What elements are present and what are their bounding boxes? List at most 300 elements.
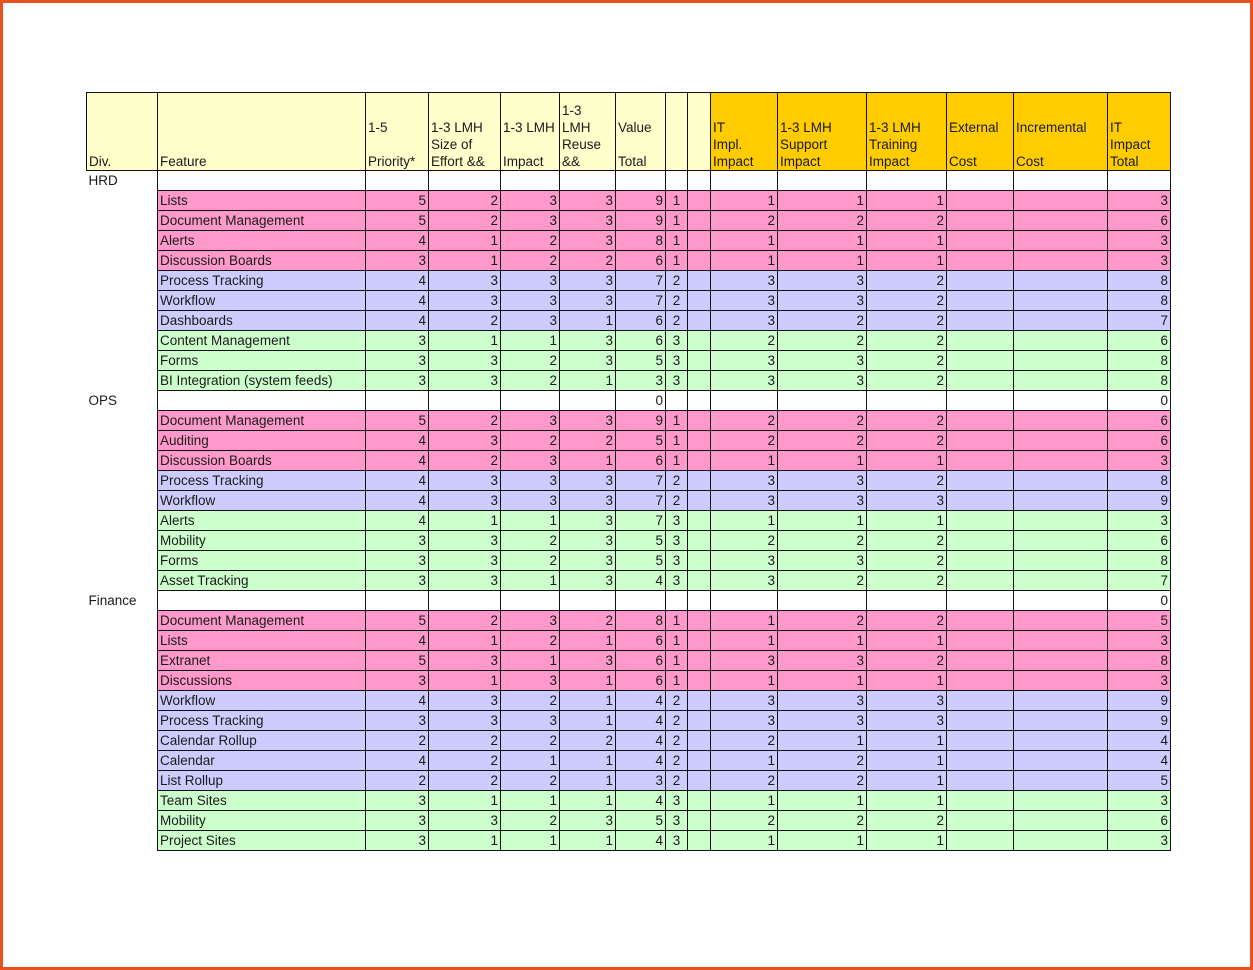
external-cost-cell[interactable]: [947, 791, 1014, 811]
it-impact-total-cell[interactable]: 3: [1108, 831, 1171, 851]
tier-cell[interactable]: 1: [666, 251, 688, 271]
division-cell[interactable]: [87, 651, 158, 671]
header-external-cost[interactable]: External Cost: [947, 93, 1014, 171]
it-impl-impact-cell[interactable]: 3: [711, 351, 778, 371]
division-cell[interactable]: [87, 531, 158, 551]
it-impl-impact-cell[interactable]: [711, 171, 778, 191]
reuse-cell[interactable]: 1: [560, 751, 616, 771]
it-impact-total-cell[interactable]: 6: [1108, 811, 1171, 831]
tier-cell[interactable]: 3: [666, 531, 688, 551]
incremental-cost-cell[interactable]: [1014, 731, 1108, 751]
incremental-cost-cell[interactable]: [1014, 371, 1108, 391]
spacer-cell[interactable]: [688, 391, 711, 411]
support-impact-cell[interactable]: 1: [778, 791, 867, 811]
tier-cell[interactable]: 3: [666, 331, 688, 351]
incremental-cost-cell[interactable]: [1014, 651, 1108, 671]
division-cell[interactable]: [87, 711, 158, 731]
division-cell[interactable]: [87, 251, 158, 271]
effort-cell[interactable]: 2: [429, 731, 501, 751]
it-impact-total-cell[interactable]: 6: [1108, 331, 1171, 351]
feature-name-cell[interactable]: Workflow: [158, 291, 366, 311]
tier-cell[interactable]: 2: [666, 271, 688, 291]
division-label[interactable]: Finance: [87, 591, 158, 611]
impact-cell[interactable]: 3: [501, 191, 560, 211]
spacer-cell[interactable]: [688, 551, 711, 571]
value-total-cell[interactable]: 6: [616, 671, 666, 691]
it-impact-total-cell[interactable]: 8: [1108, 291, 1171, 311]
reuse-cell[interactable]: 1: [560, 451, 616, 471]
reuse-cell[interactable]: 3: [560, 191, 616, 211]
support-impact-cell[interactable]: 1: [778, 251, 867, 271]
it-impact-total-cell[interactable]: 7: [1108, 571, 1171, 591]
feature-name-cell[interactable]: BI Integration (system feeds): [158, 371, 366, 391]
incremental-cost-cell[interactable]: [1014, 631, 1108, 651]
effort-cell[interactable]: 3: [429, 711, 501, 731]
feature-name-cell[interactable]: Forms: [158, 551, 366, 571]
value-total-cell[interactable]: 4: [616, 731, 666, 751]
it-impact-total-cell[interactable]: 3: [1108, 671, 1171, 691]
it-impact-total-cell[interactable]: 8: [1108, 351, 1171, 371]
feature-name-cell[interactable]: Calendar Rollup: [158, 731, 366, 751]
spacer-cell[interactable]: [688, 471, 711, 491]
value-total-cell[interactable]: 4: [616, 711, 666, 731]
value-total-cell[interactable]: 6: [616, 311, 666, 331]
priority-cell[interactable]: 5: [366, 651, 429, 671]
incremental-cost-cell[interactable]: [1014, 251, 1108, 271]
header-support-impact[interactable]: 1-3 LMH Support Impact: [778, 93, 867, 171]
reuse-cell[interactable]: 3: [560, 551, 616, 571]
it-impact-total-cell[interactable]: 9: [1108, 711, 1171, 731]
header-it-impl-impact[interactable]: IT Impl. Impact: [711, 93, 778, 171]
tier-cell[interactable]: 1: [666, 631, 688, 651]
effort-cell[interactable]: 3: [429, 651, 501, 671]
training-impact-cell[interactable]: 1: [867, 191, 947, 211]
impact-cell[interactable]: 1: [501, 831, 560, 851]
reuse-cell[interactable]: 2: [560, 251, 616, 271]
header-tier[interactable]: [666, 93, 688, 171]
support-impact-cell[interactable]: 1: [778, 451, 867, 471]
tier-cell[interactable]: 2: [666, 751, 688, 771]
impact-cell[interactable]: 2: [501, 231, 560, 251]
feature-name-cell[interactable]: Forms: [158, 351, 366, 371]
support-impact-cell[interactable]: 2: [778, 611, 867, 631]
tier-cell[interactable]: 2: [666, 491, 688, 511]
spacer-cell[interactable]: [688, 411, 711, 431]
support-impact-cell[interactable]: 1: [778, 731, 867, 751]
incremental-cost-cell[interactable]: [1014, 591, 1108, 611]
reuse-cell[interactable]: 3: [560, 271, 616, 291]
spacer-cell[interactable]: [688, 211, 711, 231]
external-cost-cell[interactable]: [947, 691, 1014, 711]
training-impact-cell[interactable]: 3: [867, 711, 947, 731]
division-cell[interactable]: [87, 291, 158, 311]
reuse-cell[interactable]: 3: [560, 471, 616, 491]
impact-cell[interactable]: 3: [501, 491, 560, 511]
external-cost-cell[interactable]: [947, 551, 1014, 571]
feature-name-cell[interactable]: Discussions: [158, 671, 366, 691]
impact-cell[interactable]: 3: [501, 671, 560, 691]
it-impact-total-cell[interactable]: 3: [1108, 791, 1171, 811]
training-impact-cell[interactable]: 1: [867, 831, 947, 851]
it-impl-impact-cell[interactable]: 2: [711, 531, 778, 551]
header-training-impact[interactable]: 1-3 LMH Training Impact: [867, 93, 947, 171]
it-impl-impact-cell[interactable]: 2: [711, 731, 778, 751]
reuse-cell[interactable]: 3: [560, 511, 616, 531]
incremental-cost-cell[interactable]: [1014, 311, 1108, 331]
incremental-cost-cell[interactable]: [1014, 191, 1108, 211]
impact-cell[interactable]: 3: [501, 211, 560, 231]
effort-cell[interactable]: 1: [429, 631, 501, 651]
incremental-cost-cell[interactable]: [1014, 611, 1108, 631]
training-impact-cell[interactable]: 3: [867, 691, 947, 711]
reuse-cell[interactable]: 1: [560, 671, 616, 691]
it-impact-total-cell[interactable]: 5: [1108, 611, 1171, 631]
impact-cell[interactable]: 2: [501, 351, 560, 371]
support-impact-cell[interactable]: 1: [778, 671, 867, 691]
support-impact-cell[interactable]: 1: [778, 511, 867, 531]
value-total-cell[interactable]: 9: [616, 411, 666, 431]
feature-name-cell[interactable]: Alerts: [158, 231, 366, 251]
value-total-cell[interactable]: [616, 171, 666, 191]
reuse-cell[interactable]: 3: [560, 491, 616, 511]
division-cell[interactable]: [87, 791, 158, 811]
it-impact-total-cell[interactable]: 3: [1108, 231, 1171, 251]
it-impl-impact-cell[interactable]: 2: [711, 431, 778, 451]
effort-cell[interactable]: 3: [429, 371, 501, 391]
it-impl-impact-cell[interactable]: 1: [711, 671, 778, 691]
impact-cell[interactable]: 3: [501, 411, 560, 431]
effort-cell[interactable]: 3: [429, 571, 501, 591]
tier-cell[interactable]: 3: [666, 791, 688, 811]
effort-cell[interactable]: 1: [429, 331, 501, 351]
spacer-cell[interactable]: [688, 351, 711, 371]
spacer-cell[interactable]: [688, 591, 711, 611]
effort-cell[interactable]: 3: [429, 491, 501, 511]
priority-cell[interactable]: 4: [366, 751, 429, 771]
training-impact-cell[interactable]: 2: [867, 571, 947, 591]
effort-cell[interactable]: 2: [429, 311, 501, 331]
effort-cell[interactable]: 2: [429, 191, 501, 211]
training-impact-cell[interactable]: 2: [867, 431, 947, 451]
external-cost-cell[interactable]: [947, 831, 1014, 851]
feature-name-cell[interactable]: Process Tracking: [158, 471, 366, 491]
division-cell[interactable]: [87, 551, 158, 571]
value-total-cell[interactable]: 0: [616, 391, 666, 411]
reuse-cell[interactable]: 1: [560, 371, 616, 391]
tier-cell[interactable]: 3: [666, 371, 688, 391]
spacer-cell[interactable]: [688, 331, 711, 351]
incremental-cost-cell[interactable]: [1014, 791, 1108, 811]
spacer-cell[interactable]: [688, 671, 711, 691]
division-cell[interactable]: [87, 451, 158, 471]
reuse-cell[interactable]: 1: [560, 631, 616, 651]
division-cell[interactable]: [87, 611, 158, 631]
value-total-cell[interactable]: 6: [616, 331, 666, 351]
training-impact-cell[interactable]: 1: [867, 751, 947, 771]
reuse-cell[interactable]: 3: [560, 231, 616, 251]
priority-cell[interactable]: 2: [366, 731, 429, 751]
feature-cell[interactable]: [158, 391, 366, 411]
division-label[interactable]: HRD: [87, 171, 158, 191]
it-impl-impact-cell[interactable]: 1: [711, 611, 778, 631]
it-impl-impact-cell[interactable]: 1: [711, 251, 778, 271]
value-total-cell[interactable]: 4: [616, 751, 666, 771]
feature-name-cell[interactable]: Asset Tracking: [158, 571, 366, 591]
incremental-cost-cell[interactable]: [1014, 531, 1108, 551]
effort-cell[interactable]: 2: [429, 771, 501, 791]
reuse-cell[interactable]: 3: [560, 811, 616, 831]
support-impact-cell[interactable]: 2: [778, 211, 867, 231]
priority-cell[interactable]: 4: [366, 691, 429, 711]
feature-name-cell[interactable]: Discussion Boards: [158, 251, 366, 271]
tier-cell[interactable]: 2: [666, 691, 688, 711]
incremental-cost-cell[interactable]: [1014, 451, 1108, 471]
external-cost-cell[interactable]: [947, 571, 1014, 591]
support-impact-cell[interactable]: 3: [778, 471, 867, 491]
division-cell[interactable]: [87, 691, 158, 711]
priority-cell[interactable]: 5: [366, 611, 429, 631]
value-total-cell[interactable]: 9: [616, 211, 666, 231]
tier-cell[interactable]: 1: [666, 431, 688, 451]
external-cost-cell[interactable]: [947, 531, 1014, 551]
effort-cell[interactable]: 3: [429, 271, 501, 291]
it-impl-impact-cell[interactable]: 3: [711, 691, 778, 711]
division-cell[interactable]: [87, 351, 158, 371]
value-total-cell[interactable]: 3: [616, 771, 666, 791]
training-impact-cell[interactable]: 2: [867, 291, 947, 311]
value-total-cell[interactable]: 5: [616, 351, 666, 371]
priority-cell[interactable]: 4: [366, 451, 429, 471]
effort-cell[interactable]: [429, 591, 501, 611]
it-impl-impact-cell[interactable]: 2: [711, 211, 778, 231]
incremental-cost-cell[interactable]: [1014, 431, 1108, 451]
it-impact-total-cell[interactable]: 3: [1108, 631, 1171, 651]
training-impact-cell[interactable]: 2: [867, 331, 947, 351]
feature-name-cell[interactable]: Content Management: [158, 331, 366, 351]
it-impact-total-cell[interactable]: 9: [1108, 691, 1171, 711]
tier-cell[interactable]: 3: [666, 831, 688, 851]
impact-cell[interactable]: 2: [501, 771, 560, 791]
it-impact-total-cell[interactable]: 6: [1108, 211, 1171, 231]
it-impact-total-cell[interactable]: 4: [1108, 731, 1171, 751]
division-cell[interactable]: [87, 211, 158, 231]
value-total-cell[interactable]: 3: [616, 371, 666, 391]
incremental-cost-cell[interactable]: [1014, 751, 1108, 771]
it-impl-impact-cell[interactable]: 1: [711, 751, 778, 771]
division-cell[interactable]: [87, 331, 158, 351]
value-total-cell[interactable]: 9: [616, 191, 666, 211]
impact-cell[interactable]: 3: [501, 271, 560, 291]
incremental-cost-cell[interactable]: [1014, 391, 1108, 411]
it-impact-total-cell[interactable]: 3: [1108, 511, 1171, 531]
training-impact-cell[interactable]: 1: [867, 511, 947, 531]
value-total-cell[interactable]: 4: [616, 791, 666, 811]
support-impact-cell[interactable]: 2: [778, 571, 867, 591]
effort-cell[interactable]: 2: [429, 451, 501, 471]
it-impact-total-cell[interactable]: 6: [1108, 411, 1171, 431]
tier-cell[interactable]: 3: [666, 571, 688, 591]
priority-cell[interactable]: 5: [366, 211, 429, 231]
value-total-cell[interactable]: 6: [616, 451, 666, 471]
training-impact-cell[interactable]: 1: [867, 631, 947, 651]
header-priority[interactable]: 1-5 Priority*: [366, 93, 429, 171]
division-cell[interactable]: [87, 511, 158, 531]
external-cost-cell[interactable]: [947, 291, 1014, 311]
support-impact-cell[interactable]: 2: [778, 811, 867, 831]
it-impact-total-cell[interactable]: [1108, 171, 1171, 191]
it-impl-impact-cell[interactable]: 2: [711, 331, 778, 351]
impact-cell[interactable]: 2: [501, 431, 560, 451]
division-cell[interactable]: [87, 671, 158, 691]
training-impact-cell[interactable]: 2: [867, 551, 947, 571]
it-impl-impact-cell[interactable]: 3: [711, 291, 778, 311]
spacer-cell[interactable]: [688, 491, 711, 511]
impact-cell[interactable]: 2: [501, 371, 560, 391]
priority-cell[interactable]: [366, 391, 429, 411]
external-cost-cell[interactable]: [947, 511, 1014, 531]
tier-cell[interactable]: 3: [666, 351, 688, 371]
effort-cell[interactable]: [429, 391, 501, 411]
support-impact-cell[interactable]: 1: [778, 191, 867, 211]
feature-name-cell[interactable]: Lists: [158, 191, 366, 211]
priority-cell[interactable]: 4: [366, 231, 429, 251]
spacer-cell[interactable]: [688, 251, 711, 271]
external-cost-cell[interactable]: [947, 751, 1014, 771]
it-impact-total-cell[interactable]: 4: [1108, 751, 1171, 771]
impact-cell[interactable]: 2: [501, 811, 560, 831]
external-cost-cell[interactable]: [947, 231, 1014, 251]
training-impact-cell[interactable]: 2: [867, 271, 947, 291]
reuse-cell[interactable]: 3: [560, 651, 616, 671]
effort-cell[interactable]: 1: [429, 251, 501, 271]
tier-cell[interactable]: 1: [666, 191, 688, 211]
incremental-cost-cell[interactable]: [1014, 211, 1108, 231]
it-impl-impact-cell[interactable]: 1: [711, 791, 778, 811]
external-cost-cell[interactable]: [947, 191, 1014, 211]
it-impact-total-cell[interactable]: 5: [1108, 771, 1171, 791]
it-impact-total-cell[interactable]: 8: [1108, 651, 1171, 671]
feature-name-cell[interactable]: Process Tracking: [158, 271, 366, 291]
value-total-cell[interactable]: 5: [616, 431, 666, 451]
external-cost-cell[interactable]: [947, 631, 1014, 651]
external-cost-cell[interactable]: [947, 351, 1014, 371]
spacer-cell[interactable]: [688, 271, 711, 291]
effort-cell[interactable]: 3: [429, 811, 501, 831]
reuse-cell[interactable]: [560, 391, 616, 411]
value-total-cell[interactable]: 6: [616, 651, 666, 671]
reuse-cell[interactable]: 3: [560, 411, 616, 431]
header-value-total[interactable]: Value Total: [616, 93, 666, 171]
priority-cell[interactable]: 2: [366, 771, 429, 791]
spacer-cell[interactable]: [688, 631, 711, 651]
feature-name-cell[interactable]: Document Management: [158, 411, 366, 431]
tier-cell[interactable]: 1: [666, 671, 688, 691]
effort-cell[interactable]: 2: [429, 411, 501, 431]
effort-cell[interactable]: 3: [429, 431, 501, 451]
spacer-cell[interactable]: [688, 571, 711, 591]
value-total-cell[interactable]: 4: [616, 691, 666, 711]
spacer-cell[interactable]: [688, 611, 711, 631]
external-cost-cell[interactable]: [947, 771, 1014, 791]
training-impact-cell[interactable]: 2: [867, 611, 947, 631]
value-total-cell[interactable]: 7: [616, 491, 666, 511]
value-total-cell[interactable]: 7: [616, 471, 666, 491]
it-impl-impact-cell[interactable]: 3: [711, 551, 778, 571]
value-total-cell[interactable]: 5: [616, 531, 666, 551]
spacer-cell[interactable]: [688, 311, 711, 331]
external-cost-cell[interactable]: [947, 391, 1014, 411]
division-cell[interactable]: [87, 631, 158, 651]
header-incremental-cost[interactable]: Incremental Cost: [1014, 93, 1108, 171]
value-total-cell[interactable]: 6: [616, 251, 666, 271]
it-impl-impact-cell[interactable]: 3: [711, 651, 778, 671]
division-cell[interactable]: [87, 571, 158, 591]
it-impact-total-cell[interactable]: 8: [1108, 471, 1171, 491]
header-div[interactable]: Div.: [87, 93, 158, 171]
feature-name-cell[interactable]: Mobility: [158, 811, 366, 831]
support-impact-cell[interactable]: 2: [778, 771, 867, 791]
header-spacer[interactable]: [688, 93, 711, 171]
support-impact-cell[interactable]: 1: [778, 831, 867, 851]
feature-name-cell[interactable]: Calendar: [158, 751, 366, 771]
impact-cell[interactable]: [501, 591, 560, 611]
division-cell[interactable]: [87, 811, 158, 831]
incremental-cost-cell[interactable]: [1014, 771, 1108, 791]
tier-cell[interactable]: 3: [666, 551, 688, 571]
support-impact-cell[interactable]: 2: [778, 751, 867, 771]
priority-cell[interactable]: 4: [366, 291, 429, 311]
incremental-cost-cell[interactable]: [1014, 491, 1108, 511]
support-impact-cell[interactable]: 1: [778, 231, 867, 251]
external-cost-cell[interactable]: [947, 731, 1014, 751]
tier-cell[interactable]: 2: [666, 771, 688, 791]
feature-name-cell[interactable]: Auditing: [158, 431, 366, 451]
external-cost-cell[interactable]: [947, 331, 1014, 351]
spacer-cell[interactable]: [688, 711, 711, 731]
it-impl-impact-cell[interactable]: 3: [711, 471, 778, 491]
effort-cell[interactable]: 3: [429, 471, 501, 491]
impact-cell[interactable]: 3: [501, 451, 560, 471]
impact-cell[interactable]: 2: [501, 731, 560, 751]
division-cell[interactable]: [87, 311, 158, 331]
spacer-cell[interactable]: [688, 231, 711, 251]
training-impact-cell[interactable]: 1: [867, 791, 947, 811]
value-total-cell[interactable]: 5: [616, 811, 666, 831]
impact-cell[interactable]: 3: [501, 711, 560, 731]
external-cost-cell[interactable]: [947, 651, 1014, 671]
division-cell[interactable]: [87, 771, 158, 791]
reuse-cell[interactable]: 1: [560, 831, 616, 851]
effort-cell[interactable]: 1: [429, 231, 501, 251]
feature-name-cell[interactable]: List Rollup: [158, 771, 366, 791]
spacer-cell[interactable]: [688, 751, 711, 771]
reuse-cell[interactable]: 3: [560, 291, 616, 311]
value-total-cell[interactable]: 4: [616, 571, 666, 591]
incremental-cost-cell[interactable]: [1014, 411, 1108, 431]
value-total-cell[interactable]: 8: [616, 231, 666, 251]
impact-cell[interactable]: 3: [501, 611, 560, 631]
it-impl-impact-cell[interactable]: 1: [711, 191, 778, 211]
spacer-cell[interactable]: [688, 431, 711, 451]
tier-cell[interactable]: 1: [666, 451, 688, 471]
spacer-cell[interactable]: [688, 371, 711, 391]
division-cell[interactable]: [87, 731, 158, 751]
tier-cell[interactable]: 2: [666, 291, 688, 311]
spacer-cell[interactable]: [688, 771, 711, 791]
it-impl-impact-cell[interactable]: 1: [711, 511, 778, 531]
spacer-cell[interactable]: [688, 811, 711, 831]
training-impact-cell[interactable]: 1: [867, 231, 947, 251]
